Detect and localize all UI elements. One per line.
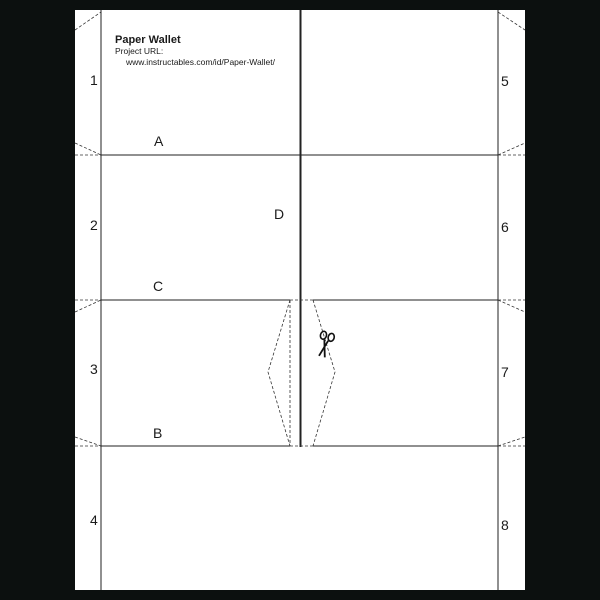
panel-number-2: 2	[90, 217, 98, 233]
left-tab-dash	[75, 12, 101, 30]
panel-number-4: 4	[90, 512, 98, 528]
panel-number-8: 8	[501, 517, 509, 533]
wallet-title: Paper Wallet	[115, 34, 181, 46]
fold-label-b: B	[153, 425, 163, 441]
right-tab-dash	[498, 12, 525, 30]
panel-number-3: 3	[90, 361, 98, 377]
scissors-icon	[315, 331, 335, 359]
right-tab-dash	[498, 300, 525, 312]
notch-dash-right	[313, 300, 335, 446]
project-url: www.instructables.com/id/Paper-Wallet/	[126, 57, 275, 67]
panel-number-1: 1	[90, 72, 98, 88]
fold-label-a: A	[154, 133, 164, 149]
panel-number-7: 7	[501, 364, 509, 380]
notch-dash-left	[268, 300, 290, 446]
project-url-label: Project URL:	[115, 46, 164, 56]
left-tab-dash	[75, 437, 101, 446]
fold-label-c: C	[153, 278, 164, 294]
panel-number-5: 5	[501, 73, 509, 89]
left-tab-dash	[75, 143, 101, 155]
fold-label-d: D	[274, 206, 285, 222]
right-tab-dash	[498, 143, 525, 155]
left-tab-dash	[75, 300, 101, 312]
panel-number-6: 6	[501, 219, 509, 235]
right-tab-dash	[498, 437, 525, 446]
